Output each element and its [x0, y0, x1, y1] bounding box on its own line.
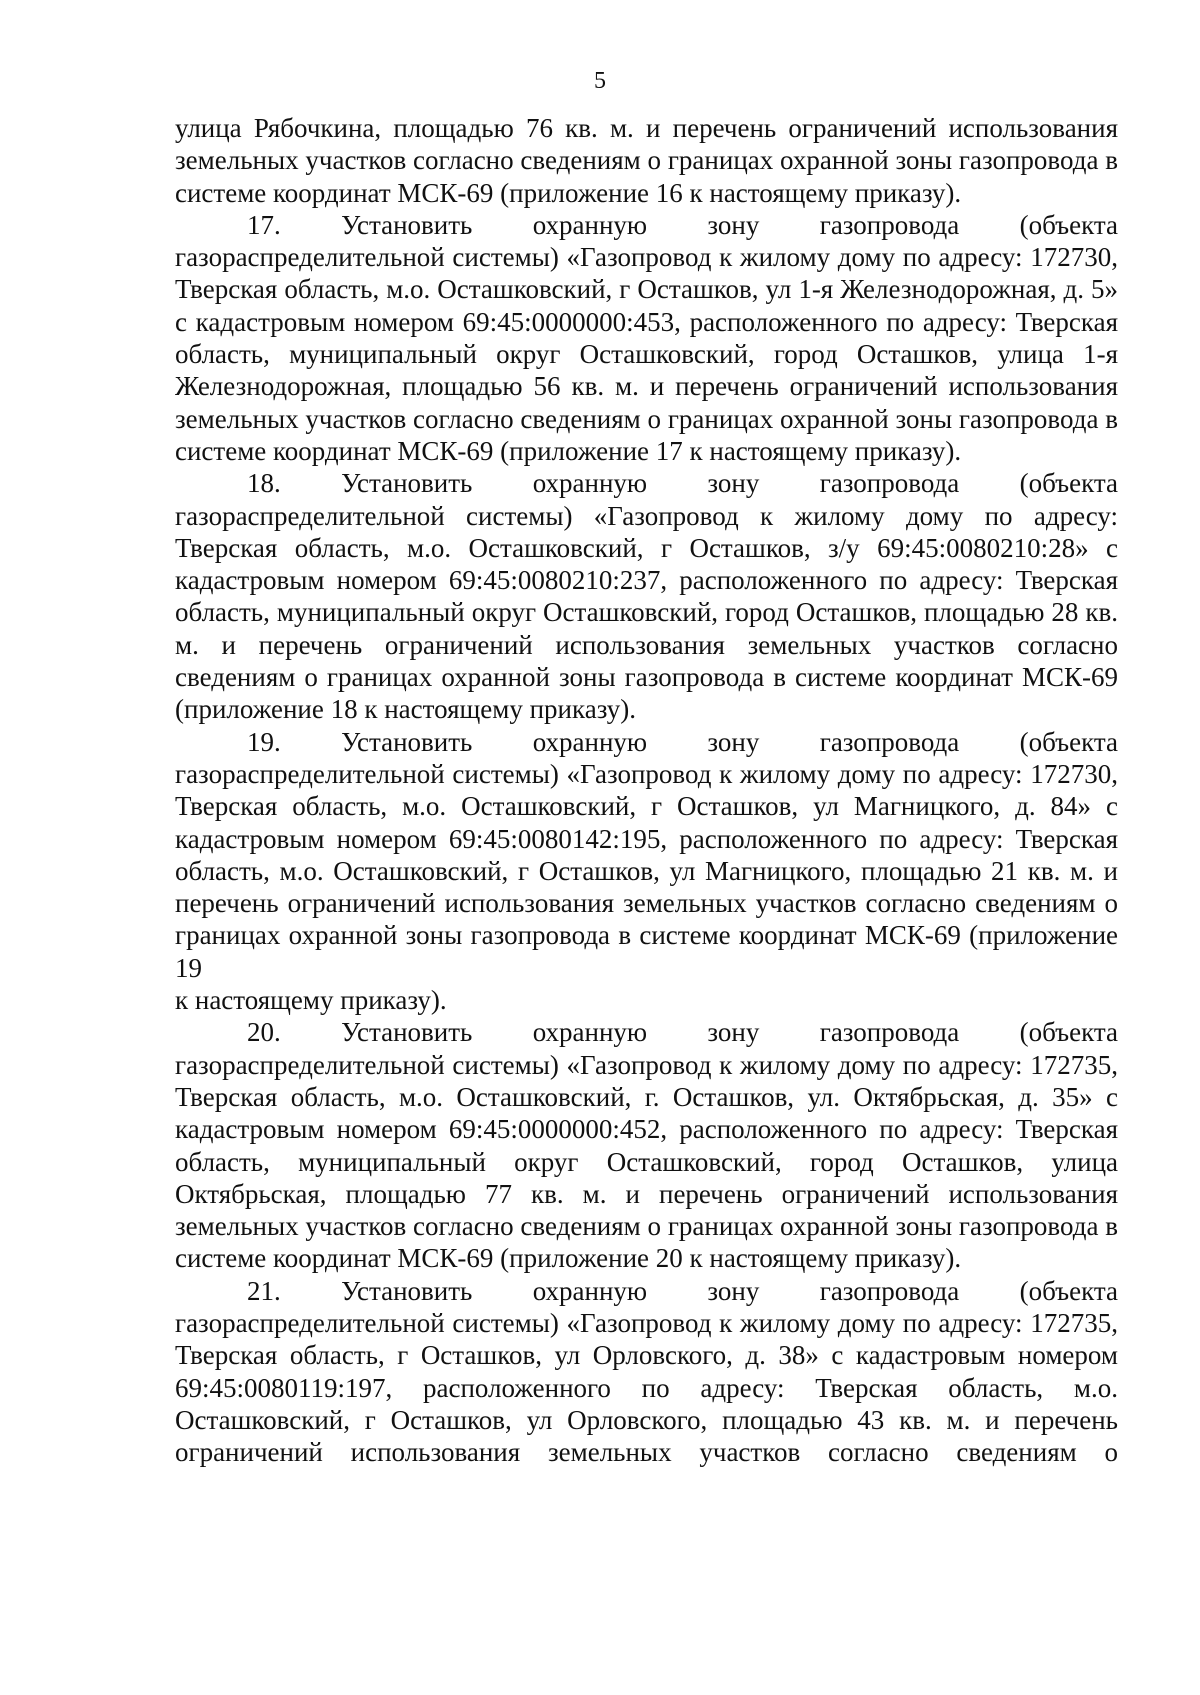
- paragraph-item-17: 17. Установить охранную зону газопровода (объекта газораспределительной системы) «Газопровод к жилому дому по адресу: 172730, Тверская область, м.о. Осташковский, г Осташков, ул 1-я Железнодорожная, д. 5» с кадастровым номером 69:45:0000000:453, расположенного по адресу: Тверская область, муниципальный округ Осташковский, город Осташков, улица 1-я Железнодорожная, площадью 56 кв. м. и перечень ограничений использования земельных участков согласно сведениям о границах охранной зоны газопровода в системе координат МСК-69 (приложение 17 к настоящему приказу).: [175, 209, 1118, 466]
- paragraph-item-20: 20. Установить охранную зону газопровода (объекта газораспределительной системы) «Газопровод к жилому дому по адресу: 172735, Тверская область, м.о. Осташковский, г. Осташков, ул. Октябрьская, д. 35» с кадастровым номером 69:45:0000000:452, расположенного по адресу: Тверская область, муниципальный округ Осташковский, город Осташков, улица Октябрьская, площадью 77 кв. м. и перечень ограничений использования земельных участков согласно сведениям о границах охранной зоны газопровода в системе координат МСК-69 (приложение 20 к настоящему приказу).: [175, 1017, 1118, 1274]
- paragraph-continuation-16: улица Рябочкина, площадью 76 кв. м. и перечень ограничений использования земельных участков согласно сведениям о границах охранной зоны газопровода в системе координат МСК-69 (приложение 16 к настоящему приказу).: [175, 113, 1118, 208]
- page-number: 5: [594, 68, 606, 94]
- paragraph-item-19: 19. Установить охранную зону газопровода (объекта газораспределительной системы) «Газопровод к жилому дому по адресу: 172730, Тверская область, м.о. Осташковский, г Осташков, ул Магницкого, д. 84» с кадастровым номером 69:45:0080142:195, расположенного по адресу: Тверская область, м.о. Осташковский, г Осташков, ул Магницкого, площадью 21 кв. м. и перечень ограничений использования земельных участков согласно сведениям о границах охранной зоны газопровода в системе координат МСК-69 (приложение 19: [175, 726, 1118, 983]
- paragraph-item-21: 21. Установить охранную зону газопровода (объекта газораспределительной системы) «Газопровод к жилому дому по адресу: 172735, Тверская область, г Осташков, ул Орловского, д. 38» с кадастровым номером 69:45:0080119:197, расположенного по адресу: Тверская область, м.о. Осташковский, г Осташков, ул Орловского, площадью 43 кв. м. и перечень ограничений использования земельных участков согласно сведениям о: [175, 1275, 1118, 1468]
- paragraph-item-18: 18. Установить охранную зону газопровода (объекта газораспределительной системы) «Газопровод к жилому дому по адресу: Тверская область, м.о. Осташковский, г Осташков, з/у 69:45:0080210:28» с кадастровым номером 69:45:0080210:237, расположенного по адресу: Тверская область, муниципальный округ Осташковский, город Осташков, площадью 28 кв. м. и перечень ограничений использования земельных участков согласно сведениям о границах охранной зоны газопровода в системе координат МСК-69 (приложение 18 к настоящему приказу).: [175, 468, 1118, 725]
- document-body: [175, 112, 1118, 1468]
- paragraph-item-19-tail: к настоящему приказу).: [175, 985, 447, 1016]
